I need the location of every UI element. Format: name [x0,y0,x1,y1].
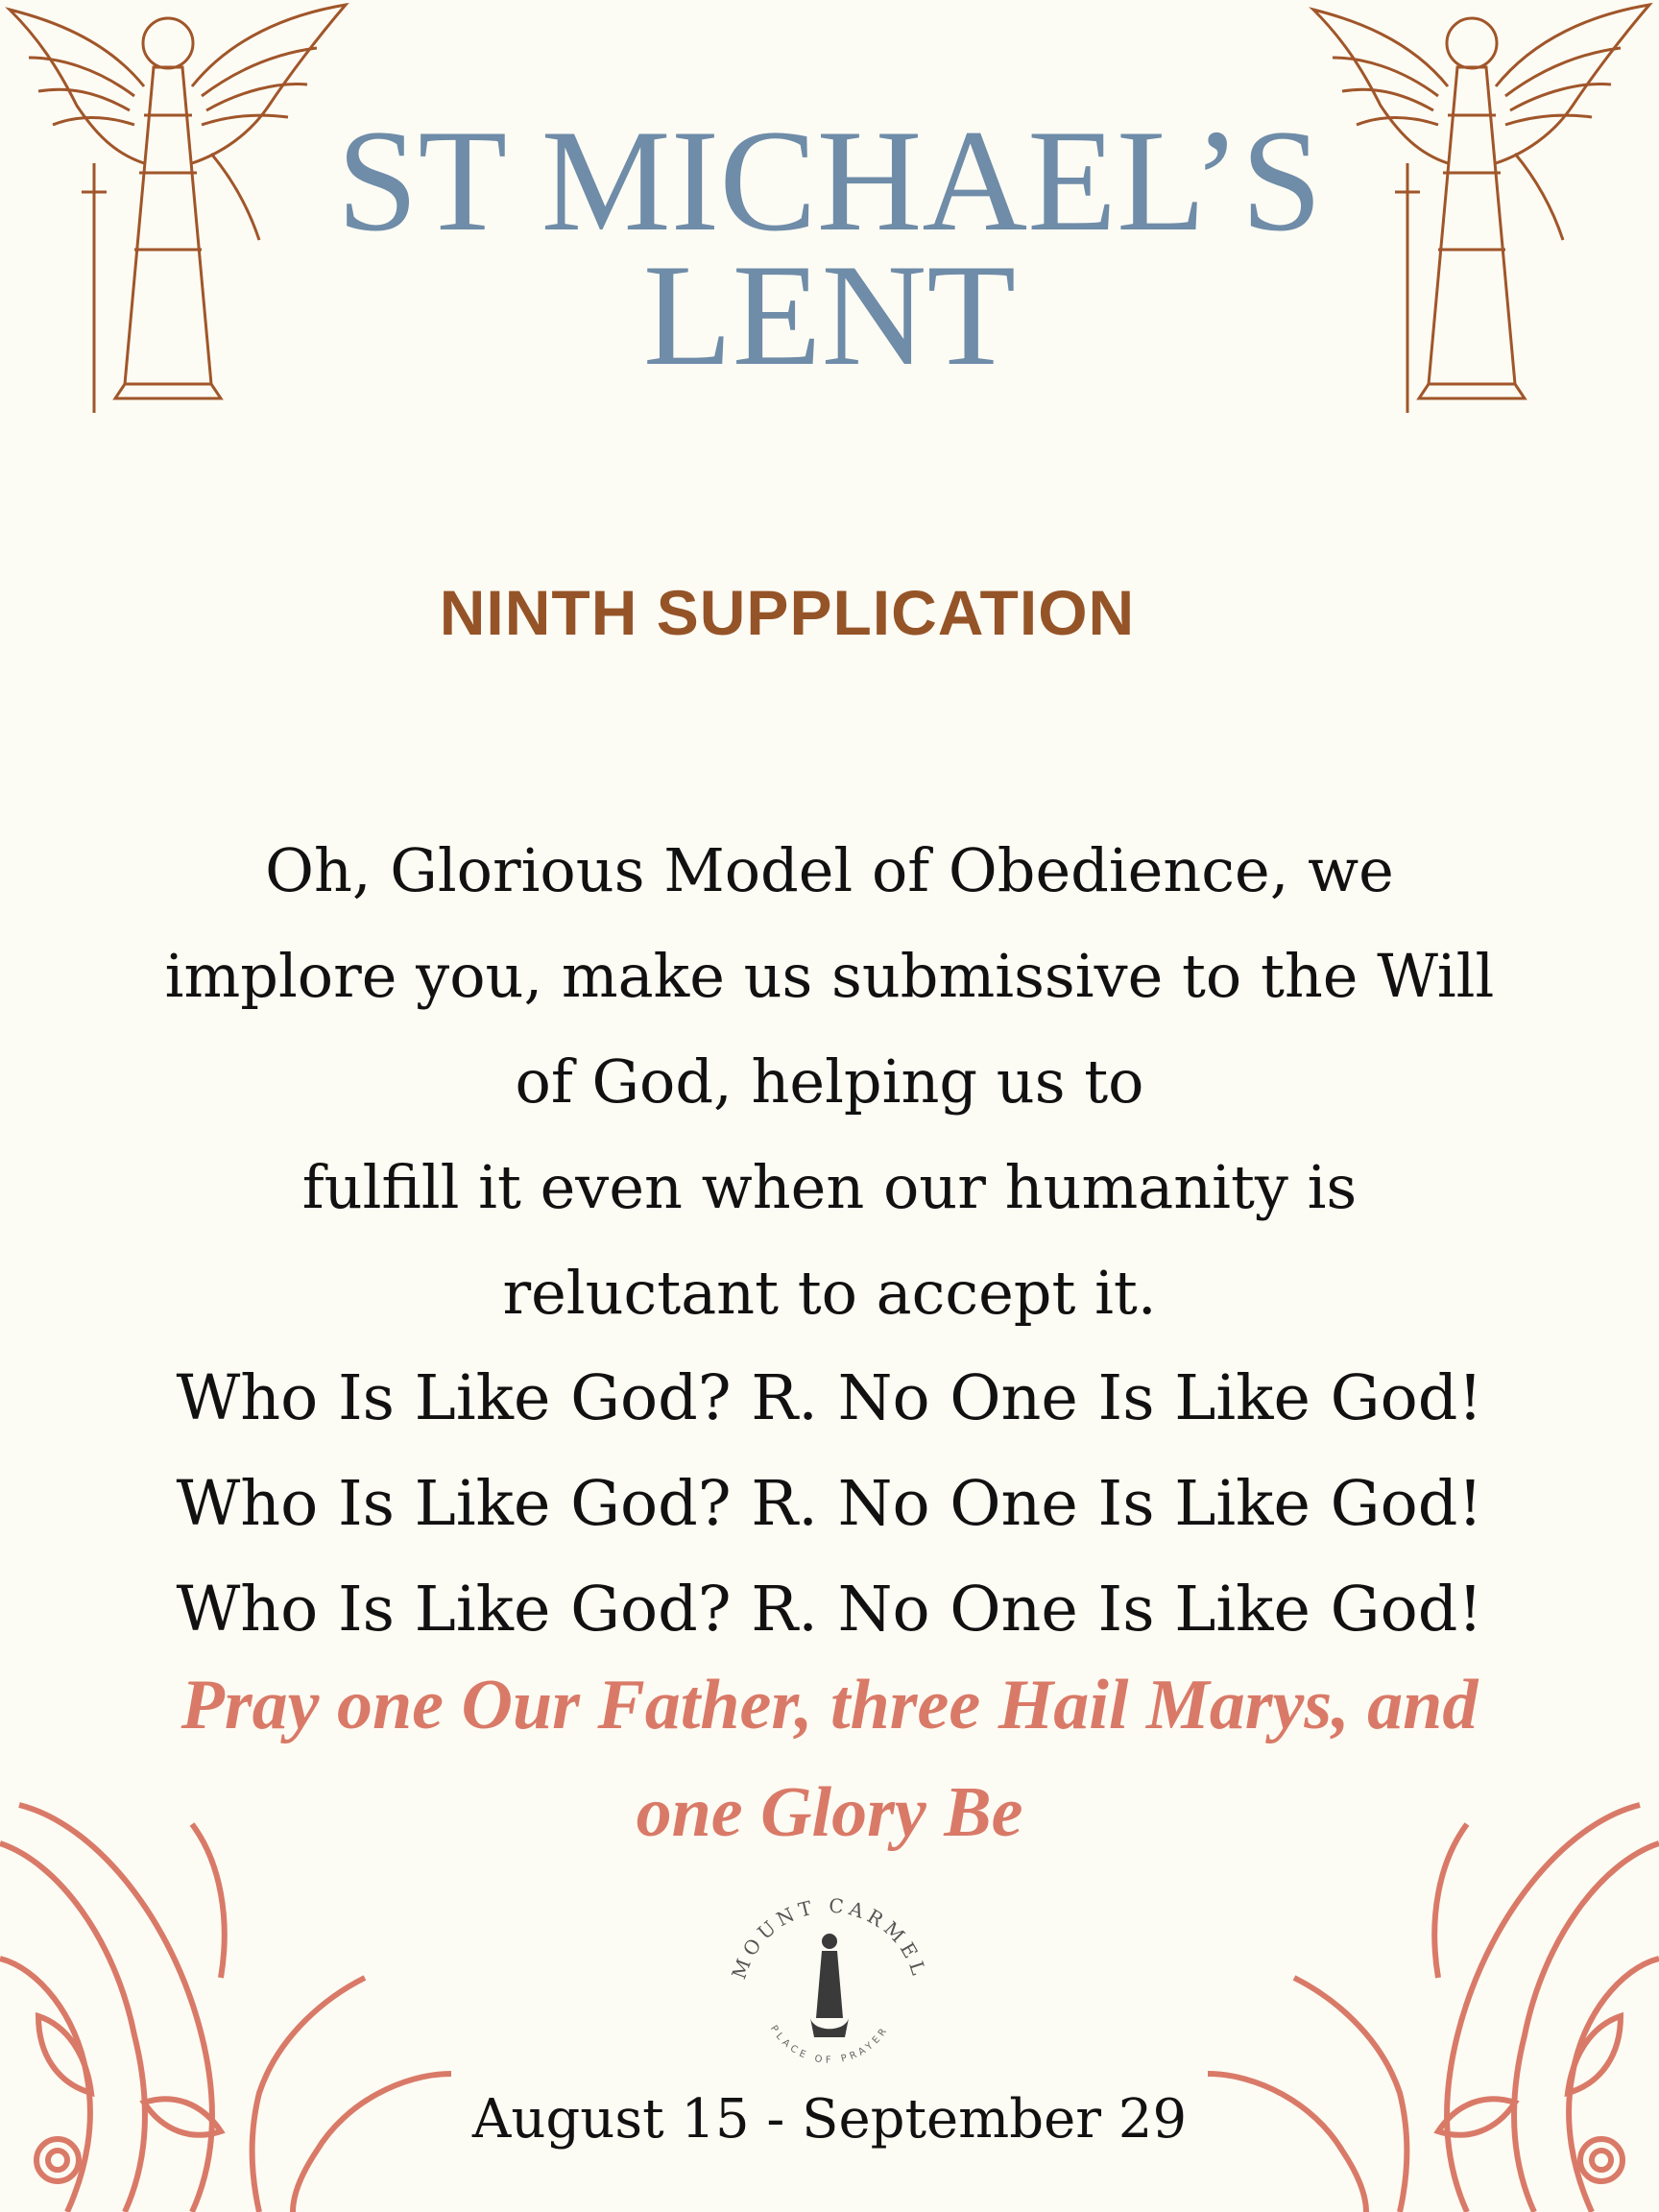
date-range: August 15 - September 29 [471,2088,1188,2151]
prayer-line: fulfill it even when our humanity is [301,1152,1358,1222]
response-line: Who Is Like God? R. No One Is Like God! [176,1468,1483,1540]
supplication-heading: NINTH SUPPLICATION [439,577,1136,648]
page-title [288,100,1371,396]
prayer-line: implore you, make us submissive to the Will [164,941,1495,1011]
prayer-line: Oh, Glorious Model of Obedience, we [265,835,1394,905]
title-line-1: ST MICHAEL’S [336,100,1323,261]
prayer-line: of God, helping us to [515,1046,1144,1117]
response-line: Who Is Like God? R. No One Is Like God! [176,1362,1483,1434]
prayer-text [58,818,1601,1663]
instruction-line-2: one Glory Be [636,1773,1023,1852]
prayer-line: reluctant to accept it. [502,1258,1157,1328]
response-line: Who Is Like God? R. No One Is Like God! [176,1574,1483,1646]
seal-bottom-text: PLACE OF PRAYER [767,2023,892,2066]
instruction-line-1: Pray one Our Father, three Hail Marys, and [180,1666,1479,1744]
madonna-seal-icon [718,1874,941,2097]
seal-top-text: MOUNT CARMEL [727,1893,932,1983]
title-line-2: LENT [642,234,1017,396]
